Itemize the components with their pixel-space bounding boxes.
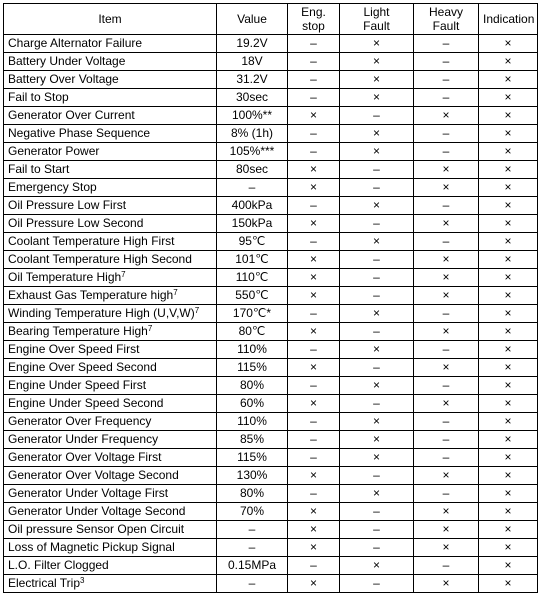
table-header-row <box>4 4 538 35</box>
cell-heavy-fault: – <box>414 557 479 575</box>
cell-heavy-fault: × <box>414 395 479 413</box>
cell-eng-stop: – <box>288 413 340 431</box>
cell-eng-stop: × <box>288 323 340 341</box>
cell-item: Generator Over Current <box>4 107 217 125</box>
cell-indication: × <box>479 539 538 557</box>
cell-eng-stop: – <box>288 233 340 251</box>
cell-eng-stop: × <box>288 539 340 557</box>
cell-indication: × <box>479 557 538 575</box>
cell-value: 110% <box>217 413 288 431</box>
cell-heavy-fault: × <box>414 179 479 197</box>
table-row <box>4 359 538 377</box>
cell-heavy-fault: × <box>414 521 479 539</box>
cell-light-fault: – <box>340 503 414 521</box>
table-row <box>4 485 538 503</box>
table-row <box>4 161 538 179</box>
table-row <box>4 449 538 467</box>
table-row <box>4 89 538 107</box>
table-row <box>4 575 538 593</box>
cell-indication: × <box>479 215 538 233</box>
table-row <box>4 467 538 485</box>
table-row <box>4 269 538 287</box>
cell-indication: × <box>479 431 538 449</box>
cell-heavy-fault: – <box>414 305 479 323</box>
header-indication: Indication <box>479 4 538 35</box>
cell-value: 19.2V <box>217 35 288 53</box>
table-row <box>4 305 538 323</box>
cell-item: Coolant Temperature High First <box>4 233 217 251</box>
table-row <box>4 323 538 341</box>
cell-item: Generator Under Frequency <box>4 431 217 449</box>
cell-value: 85% <box>217 431 288 449</box>
cell-light-fault: – <box>340 161 414 179</box>
cell-light-fault: × <box>340 413 414 431</box>
cell-light-fault: × <box>340 197 414 215</box>
cell-eng-stop: – <box>288 341 340 359</box>
cell-item: Generator Under Voltage Second <box>4 503 217 521</box>
cell-value: 400kPa <box>217 197 288 215</box>
cell-indication: × <box>479 305 538 323</box>
cell-eng-stop: × <box>288 161 340 179</box>
header-item: Item <box>4 4 217 35</box>
cell-heavy-fault: – <box>414 71 479 89</box>
footnote-ref: 3 <box>80 576 85 585</box>
cell-item: Battery Under Voltage <box>4 53 217 71</box>
cell-item: Exhaust Gas Temperature high$^7$ <box>4 287 217 305</box>
cell-eng-stop: × <box>288 575 340 593</box>
cell-eng-stop: × <box>288 467 340 485</box>
cell-heavy-fault: – <box>414 89 479 107</box>
cell-light-fault: – <box>340 395 414 413</box>
cell-item: Generator Over Voltage Second <box>4 467 217 485</box>
cell-item: Fail to Start <box>4 161 217 179</box>
cell-item: Oil Temperature High$^7$ <box>4 269 217 287</box>
cell-light-fault: × <box>340 431 414 449</box>
cell-eng-stop: – <box>288 305 340 323</box>
cell-item: Charge Alternator Failure <box>4 35 217 53</box>
cell-indication: × <box>479 413 538 431</box>
cell-heavy-fault: – <box>414 341 479 359</box>
cell-value: 80% <box>217 377 288 395</box>
table-row <box>4 53 538 71</box>
cell-light-fault: × <box>340 89 414 107</box>
cell-item: Engine Under Speed First <box>4 377 217 395</box>
cell-light-fault: – <box>340 215 414 233</box>
cell-value: 130% <box>217 467 288 485</box>
cell-eng-stop: – <box>288 89 340 107</box>
header-light-fault: Light Fault <box>340 4 414 35</box>
cell-heavy-fault: × <box>414 161 479 179</box>
cell-value: 115% <box>217 449 288 467</box>
cell-value: 550℃ <box>217 287 288 305</box>
table-row <box>4 107 538 125</box>
cell-value: 80℃ <box>217 323 288 341</box>
cell-item: Fail to Stop <box>4 89 217 107</box>
table-row <box>4 215 538 233</box>
header-value: Value <box>217 4 288 35</box>
cell-light-fault: × <box>340 143 414 161</box>
cell-value: 110% <box>217 341 288 359</box>
cell-indication: × <box>479 53 538 71</box>
cell-indication: × <box>479 269 538 287</box>
cell-value: 80% <box>217 485 288 503</box>
cell-item: Emergency Stop <box>4 179 217 197</box>
cell-value: 170℃* <box>217 305 288 323</box>
table-row <box>4 179 538 197</box>
cell-indication: × <box>479 197 538 215</box>
cell-item: Generator Power <box>4 143 217 161</box>
cell-light-fault: × <box>340 557 414 575</box>
cell-eng-stop: – <box>288 485 340 503</box>
cell-heavy-fault: – <box>414 413 479 431</box>
cell-light-fault: × <box>340 305 414 323</box>
cell-light-fault: – <box>340 539 414 557</box>
cell-heavy-fault: – <box>414 449 479 467</box>
cell-eng-stop: × <box>288 215 340 233</box>
cell-indication: × <box>479 449 538 467</box>
cell-eng-stop: – <box>288 125 340 143</box>
cell-indication: × <box>479 485 538 503</box>
cell-eng-stop: – <box>288 35 340 53</box>
cell-value: 80sec <box>217 161 288 179</box>
cell-light-fault: – <box>340 251 414 269</box>
cell-indication: × <box>479 521 538 539</box>
cell-heavy-fault: × <box>414 503 479 521</box>
table-row <box>4 125 538 143</box>
cell-indication: × <box>479 395 538 413</box>
cell-indication: × <box>479 467 538 485</box>
cell-indication: × <box>479 143 538 161</box>
cell-light-fault: – <box>340 323 414 341</box>
cell-heavy-fault: × <box>414 287 479 305</box>
cell-value: 115% <box>217 359 288 377</box>
cell-eng-stop: × <box>288 503 340 521</box>
table-row <box>4 341 538 359</box>
cell-value: 110℃ <box>217 269 288 287</box>
cell-heavy-fault: – <box>414 125 479 143</box>
cell-light-fault: – <box>340 269 414 287</box>
cell-item: Oil Pressure Low Second <box>4 215 217 233</box>
cell-eng-stop: – <box>288 449 340 467</box>
cell-value: 18V <box>217 53 288 71</box>
table-row <box>4 251 538 269</box>
cell-light-fault: × <box>340 341 414 359</box>
cell-heavy-fault: × <box>414 467 479 485</box>
cell-light-fault: – <box>340 467 414 485</box>
cell-item: Engine Over Speed First <box>4 341 217 359</box>
table-row <box>4 395 538 413</box>
cell-item: Generator Under Voltage First <box>4 485 217 503</box>
cell-item: Generator Over Voltage First <box>4 449 217 467</box>
cell-item: Engine Over Speed Second <box>4 359 217 377</box>
cell-item: L.O. Filter Clogged <box>4 557 217 575</box>
cell-indication: × <box>479 233 538 251</box>
cell-item: Electrical Trip$^3$ <box>4 575 217 593</box>
cell-light-fault: – <box>340 521 414 539</box>
cell-indication: × <box>479 71 538 89</box>
cell-heavy-fault: – <box>414 485 479 503</box>
cell-indication: × <box>479 179 538 197</box>
cell-light-fault: × <box>340 377 414 395</box>
cell-light-fault: – <box>340 575 414 593</box>
cell-light-fault: × <box>340 71 414 89</box>
cell-light-fault: × <box>340 233 414 251</box>
cell-light-fault: – <box>340 287 414 305</box>
table-row <box>4 431 538 449</box>
cell-light-fault: × <box>340 449 414 467</box>
header-heavy-fault: Heavy Fault <box>414 4 479 35</box>
alarm-settings-table <box>3 3 538 593</box>
table-row <box>4 143 538 161</box>
cell-item: Winding Temperature High $(U,V,W)^7$ <box>4 305 217 323</box>
footnote-ref: 7 <box>147 324 153 333</box>
cell-indication: × <box>479 503 538 521</box>
cell-heavy-fault: – <box>414 431 479 449</box>
cell-value: 8% (1h) <box>217 125 288 143</box>
table-row <box>4 287 538 305</box>
cell-eng-stop: × <box>288 287 340 305</box>
table-row <box>4 377 538 395</box>
cell-eng-stop: – <box>288 377 340 395</box>
cell-heavy-fault: – <box>414 53 479 71</box>
cell-item: Bearing Temperature High$^7$ <box>4 323 217 341</box>
cell-value: 95℃ <box>217 233 288 251</box>
cell-heavy-fault: – <box>414 377 479 395</box>
cell-eng-stop: – <box>288 71 340 89</box>
table-row <box>4 503 538 521</box>
table-row <box>4 71 538 89</box>
footnote-ref: 7 <box>173 288 178 297</box>
cell-indication: × <box>479 107 538 125</box>
cell-indication: × <box>479 377 538 395</box>
cell-heavy-fault: × <box>414 323 479 341</box>
cell-indication: × <box>479 251 538 269</box>
table-row <box>4 521 538 539</box>
cell-item: Coolant Temperature High Second <box>4 251 217 269</box>
table-row <box>4 35 538 53</box>
cell-light-fault: × <box>340 53 414 71</box>
cell-value: 101℃ <box>217 251 288 269</box>
cell-heavy-fault: × <box>414 575 479 593</box>
cell-value: 100%** <box>217 107 288 125</box>
cell-eng-stop: – <box>288 557 340 575</box>
cell-light-fault: × <box>340 125 414 143</box>
cell-indication: × <box>479 575 538 593</box>
cell-value: – <box>217 179 288 197</box>
cell-value: 150kPa <box>217 215 288 233</box>
cell-eng-stop: × <box>288 107 340 125</box>
cell-indication: × <box>479 161 538 179</box>
footnote-ref: 7 <box>121 270 126 279</box>
cell-item: Engine Under Speed Second <box>4 395 217 413</box>
cell-value: 105%*** <box>217 143 288 161</box>
cell-heavy-fault: – <box>414 233 479 251</box>
table-row <box>4 557 538 575</box>
cell-indication: × <box>479 359 538 377</box>
cell-heavy-fault: × <box>414 359 479 377</box>
cell-light-fault: × <box>340 485 414 503</box>
cell-value: 60% <box>217 395 288 413</box>
cell-value: 31.2V <box>217 71 288 89</box>
cell-value: 30sec <box>217 89 288 107</box>
cell-item: Negative Phase Sequence <box>4 125 217 143</box>
cell-light-fault: – <box>340 107 414 125</box>
footnote-ref: 7 <box>194 306 200 315</box>
cell-eng-stop: – <box>288 431 340 449</box>
cell-indication: × <box>479 287 538 305</box>
cell-heavy-fault: × <box>414 269 479 287</box>
table-row <box>4 233 538 251</box>
cell-value: 0.15MPa <box>217 557 288 575</box>
cell-heavy-fault: × <box>414 215 479 233</box>
cell-eng-stop: × <box>288 269 340 287</box>
cell-indication: × <box>479 35 538 53</box>
cell-eng-stop: – <box>288 53 340 71</box>
cell-value: – <box>217 575 288 593</box>
cell-item: Generator Over Frequency <box>4 413 217 431</box>
cell-value: 70% <box>217 503 288 521</box>
header-eng-stop: Eng. stop <box>288 4 340 35</box>
cell-indication: × <box>479 323 538 341</box>
cell-indication: × <box>479 341 538 359</box>
cell-indication: × <box>479 89 538 107</box>
cell-eng-stop: × <box>288 251 340 269</box>
cell-eng-stop: × <box>288 179 340 197</box>
cell-eng-stop: × <box>288 359 340 377</box>
table-row <box>4 539 538 557</box>
table-row <box>4 413 538 431</box>
cell-eng-stop: – <box>288 143 340 161</box>
cell-light-fault: – <box>340 179 414 197</box>
cell-item: Oil Pressure Low First <box>4 197 217 215</box>
cell-heavy-fault: × <box>414 107 479 125</box>
cell-eng-stop: × <box>288 395 340 413</box>
cell-heavy-fault: – <box>414 143 479 161</box>
cell-item: Loss of Magnetic Pickup Signal <box>4 539 217 557</box>
cell-value: – <box>217 539 288 557</box>
cell-light-fault: – <box>340 359 414 377</box>
cell-eng-stop: × <box>288 521 340 539</box>
cell-item: Battery Over Voltage <box>4 71 217 89</box>
cell-heavy-fault: – <box>414 35 479 53</box>
cell-light-fault: × <box>340 35 414 53</box>
cell-value: – <box>217 521 288 539</box>
cell-heavy-fault: × <box>414 539 479 557</box>
table-row <box>4 197 538 215</box>
table-body <box>4 35 538 593</box>
cell-indication: × <box>479 125 538 143</box>
cell-heavy-fault: – <box>414 197 479 215</box>
cell-eng-stop: – <box>288 197 340 215</box>
cell-heavy-fault: × <box>414 251 479 269</box>
cell-item: Oil pressure Sensor Open Circuit <box>4 521 217 539</box>
